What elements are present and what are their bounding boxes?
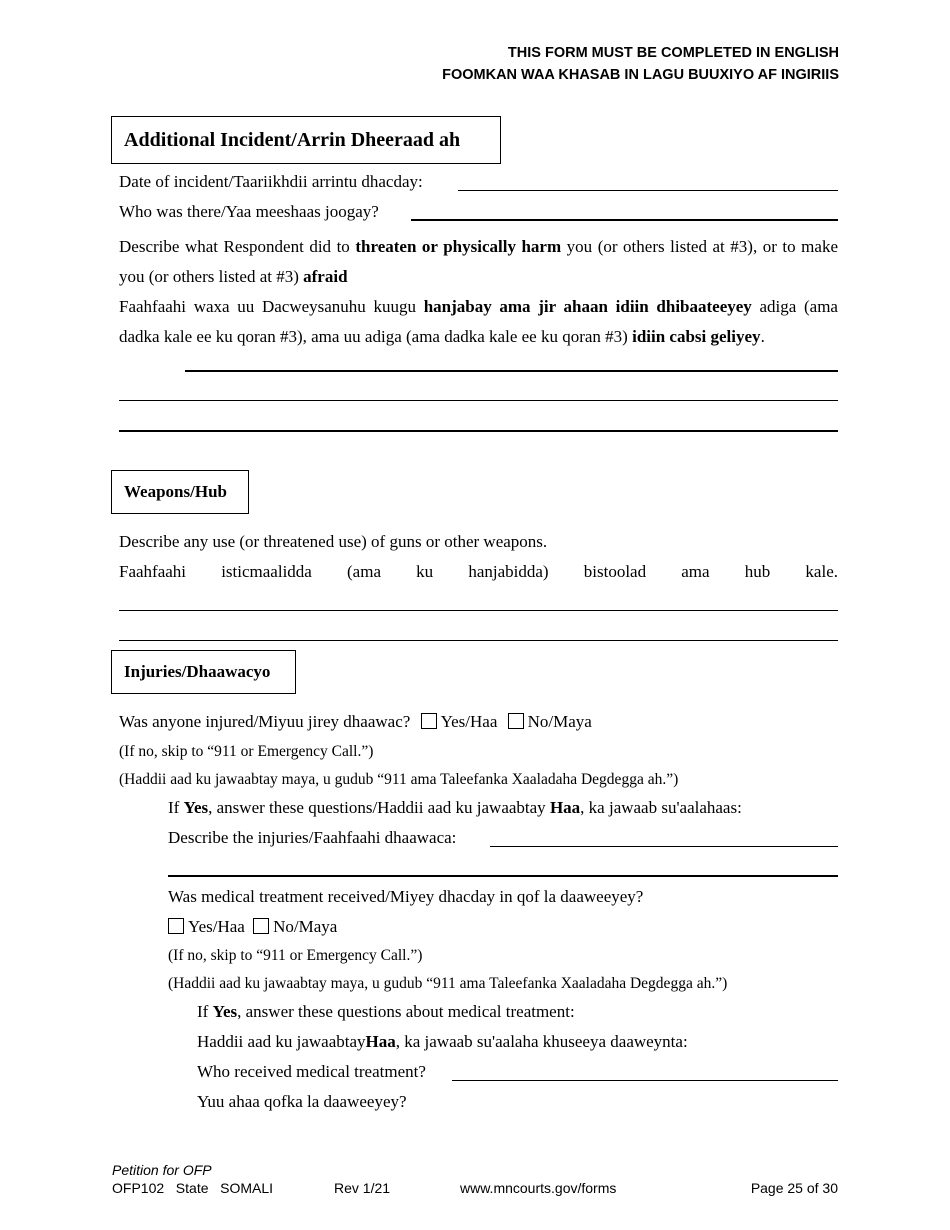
incident-who-field[interactable]: [411, 219, 838, 221]
injured-skip-english: (If no, skip to “911 or Emergency Call.”): [119, 743, 374, 760]
medical-if-yes-english: If Yes, answer these questions about medical treatment:: [197, 1002, 575, 1021]
injuries-describe-field[interactable]: [490, 846, 838, 847]
medical-skip-somali: (Haddii aad ku jawaabtay maya, u gudub “911 ama Taleefanka Xaaladaha Degdegga ah.”): [168, 975, 728, 992]
footer-url[interactable]: www.mncourts.gov/forms: [460, 1180, 617, 1196]
incident-description-line[interactable]: [119, 430, 838, 432]
medical-yes-label: Yes/Haa: [188, 917, 245, 936]
medical-skip-english: (If no, skip to “911 or Emergency Call.”): [168, 947, 423, 964]
who-received-treatment-field[interactable]: [452, 1080, 838, 1081]
medical-no-label: No/Maya: [273, 917, 338, 936]
injuries-describe-label: Describe the injuries/Faahfaahi dhaawaca:: [168, 828, 457, 847]
incident-section-title: Additional Incident/Arrin Dheeraad ah: [111, 116, 501, 164]
incident-date-field[interactable]: [458, 190, 838, 191]
injured-if-yes-instruction: If Yes, answer these questions/Haddii aad ku jawaabtay Haa, ka jawaab su'aalahaas:: [168, 798, 742, 817]
header-somali-notice: FOOMKAN WAA KHASAB IN LAGU BUUXIYO AF INGIRIIS: [442, 67, 839, 83]
who-received-treatment-label: Who received medical treatment?: [197, 1062, 426, 1081]
medical-options: [168, 917, 337, 937]
incident-description-line[interactable]: [119, 400, 838, 401]
medical-if-yes-somali: Haddii aad ku jawaabtayHaa, ka jawaab su'aalaha khuseeya daaweynta:: [197, 1032, 688, 1051]
injured-skip-somali: (Haddii aad ku jawaabtay maya, u gudub “911 ama Taleefanka Xaaladaha Degdegga ah.”): [119, 771, 679, 788]
medical-no-checkbox[interactable]: [253, 918, 269, 934]
injured-no-checkbox[interactable]: [508, 713, 524, 729]
treated-person-label: Yuu ahaa qofka la daaweeyey?: [197, 1092, 407, 1111]
header-english-notice: THIS FORM MUST BE COMPLETED IN ENGLISH: [507, 45, 839, 61]
injuries-describe-line[interactable]: [168, 875, 838, 877]
medical-question: Was medical treatment received/Miyey dhacday in qof la daaweeyey?: [168, 887, 644, 906]
injuries-section-title: Injuries/Dhaawacyo: [111, 650, 296, 694]
incident-description-field[interactable]: [185, 370, 838, 372]
incident-who-label: Who was there/Yaa meeshaas joogay?: [119, 202, 379, 221]
incident-date-label: Date of incident/Taariikhdii arrintu dhacday:: [119, 172, 423, 191]
weapons-section-title: Weapons/Hub: [111, 470, 249, 514]
injured-yes-checkbox[interactable]: [421, 713, 437, 729]
weapons-description-somali: Faahfaahi isticmaalidda (ama ku hanjabidda) bistoolad ama hub kale.: [119, 562, 838, 581]
footer-form-code: OFP102 State SOMALI: [112, 1180, 274, 1196]
footer-form-title: Petition for OFP: [112, 1162, 212, 1178]
injured-no-label: No/Maya: [527, 712, 592, 731]
weapons-field-line[interactable]: [119, 610, 838, 611]
injured-yes-label: Yes/Haa: [440, 712, 498, 731]
injured-question: Was anyone injured/Miyuu jirey dhaawac? Yes/Haa No/Maya: [119, 712, 592, 731]
weapons-field-line[interactable]: [119, 640, 838, 641]
weapons-description-english: Describe any use (or threatened use) of guns or other weapons.: [119, 532, 548, 551]
footer-page-number: Page 25 of 30: [750, 1180, 838, 1196]
footer-revision: Rev 1/21: [334, 1180, 391, 1196]
incident-description-english: Describe what Respondent did to threaten or physically harm you (or others listed at #3), or to make you (or others listed at #3) afraid: [119, 237, 838, 286]
medical-yes-checkbox[interactable]: [168, 918, 184, 934]
incident-description-somali: Faahfaahi waxa uu Dacweysanuhu kuugu hanjabay ama jir ahaan idiin dhibaateeyey adiga (ama dadka kale ee ku qoran #3), ama uu adiga (ama dadka kale ee ku qoran #3) idiin cabsi geliyey.: [119, 297, 838, 346]
